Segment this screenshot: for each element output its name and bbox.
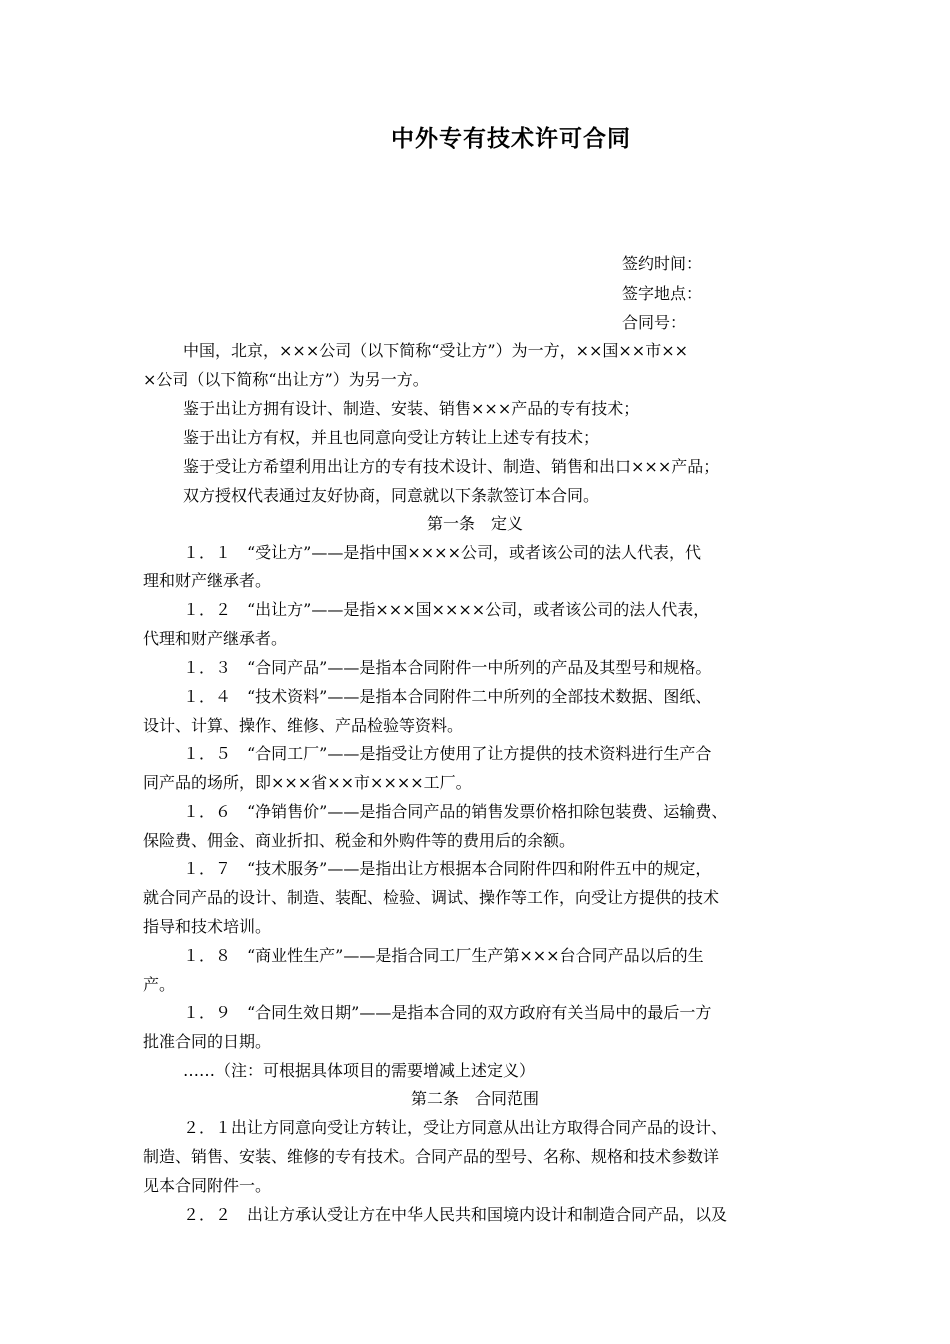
scope-line: 见本合同附件一。	[143, 1176, 272, 1195]
intro-line: 双方授权代表通过友好协商，同意就以下条款签订本合同。	[183, 486, 600, 505]
scope-line: ２．２ 出让方承认受让方在中华人民共和国境内设计和制造合同产品，以及	[183, 1205, 728, 1224]
definition-line: １．５ “合同工厂”——是指受让方使用了让方提供的技术资料进行生产合	[183, 744, 712, 763]
definition-line: １．６ “净销售价”——是指合同产品的销售发票价格扣除包装费、运输费、	[183, 802, 728, 821]
definition-line: １．３ “合同产品”——是指本合同附件一中所列的产品及其型号和规格。	[183, 658, 712, 677]
scope-line: ２．１出让方同意向受让方转让，受让方同意从出让方取得合同产品的设计、	[183, 1118, 728, 1137]
article-2-heading: 第二条 合同范围	[410, 1089, 539, 1108]
intro-line: 鉴于出让方拥有设计、制造、安装、销售×××产品的专有技术；	[183, 399, 640, 418]
definition-line: １．７ “技术服务”——是指出让方根据本合同附件四和附件五中的规定，	[183, 859, 712, 878]
definition-line: 就合同产品的设计、制造、装配、检验、调试、操作等工作，向受让方提供的技术	[143, 888, 720, 907]
intro-line: ×公司（以下简称“出让方”）为另一方。	[143, 370, 429, 389]
definition-line: 指导和技术培训。	[143, 917, 272, 936]
definition-line: １．８ “商业性生产”——是指合同工厂生产第×××台合同产品以后的生	[183, 946, 704, 965]
definition-line: 保险费、佣金、商业折扣、税金和外购件等的费用后的余额。	[143, 831, 576, 850]
definition-line: 批准合同的日期。	[143, 1032, 272, 1051]
scope-line: 制造、销售、安装、维修的专有技术。合同产品的型号、名称、规格和技术参数详	[143, 1147, 720, 1166]
definition-line: 产。	[143, 975, 176, 994]
definition-line: １．１ “受让方”——是指中国××××公司，或者该公司的法人代表，代	[183, 543, 701, 562]
intro-line: 中国，北京，×××公司（以下简称“受让方”）为一方，××国××市××	[183, 341, 689, 360]
intro-line: 鉴于受让方希望利用出让方的专有技术设计、制造、销售和出口×××产品；	[183, 457, 720, 476]
document-title: 中外专有技术许可合同	[391, 126, 631, 152]
definition-line: 设计、计算、操作、维修、产品检验等资料。	[143, 716, 464, 735]
definition-note: ……（注：可根据具体项目的需要增减上述定义）	[183, 1061, 536, 1080]
definition-line: 代理和财产继承者。	[143, 629, 288, 648]
sign-place-label: 签字地点：	[622, 284, 703, 303]
definition-line: 理和财产继承者。	[143, 571, 272, 590]
article-1-heading: 第一条 定义	[426, 514, 523, 533]
sign-time-label: 签约时间：	[622, 254, 703, 273]
contract-number-label: 合同号：	[622, 313, 687, 332]
definition-line: １．４ “技术资料”——是指本合同附件二中所列的全部技术数据、图纸、	[183, 687, 712, 706]
definition-line: １．９ “合同生效日期”——是指本合同的双方政府有关当局中的最后一方	[183, 1003, 712, 1022]
definition-line: 同产品的场所，即×××省××市××××工厂。	[143, 773, 472, 792]
intro-line: 鉴于出让方有权，并且也同意向受让方转让上述专有技术；	[183, 428, 600, 447]
definition-line: １．２ “出让方”——是指×××国××××公司，或者该公司的法人代表，	[183, 600, 710, 619]
